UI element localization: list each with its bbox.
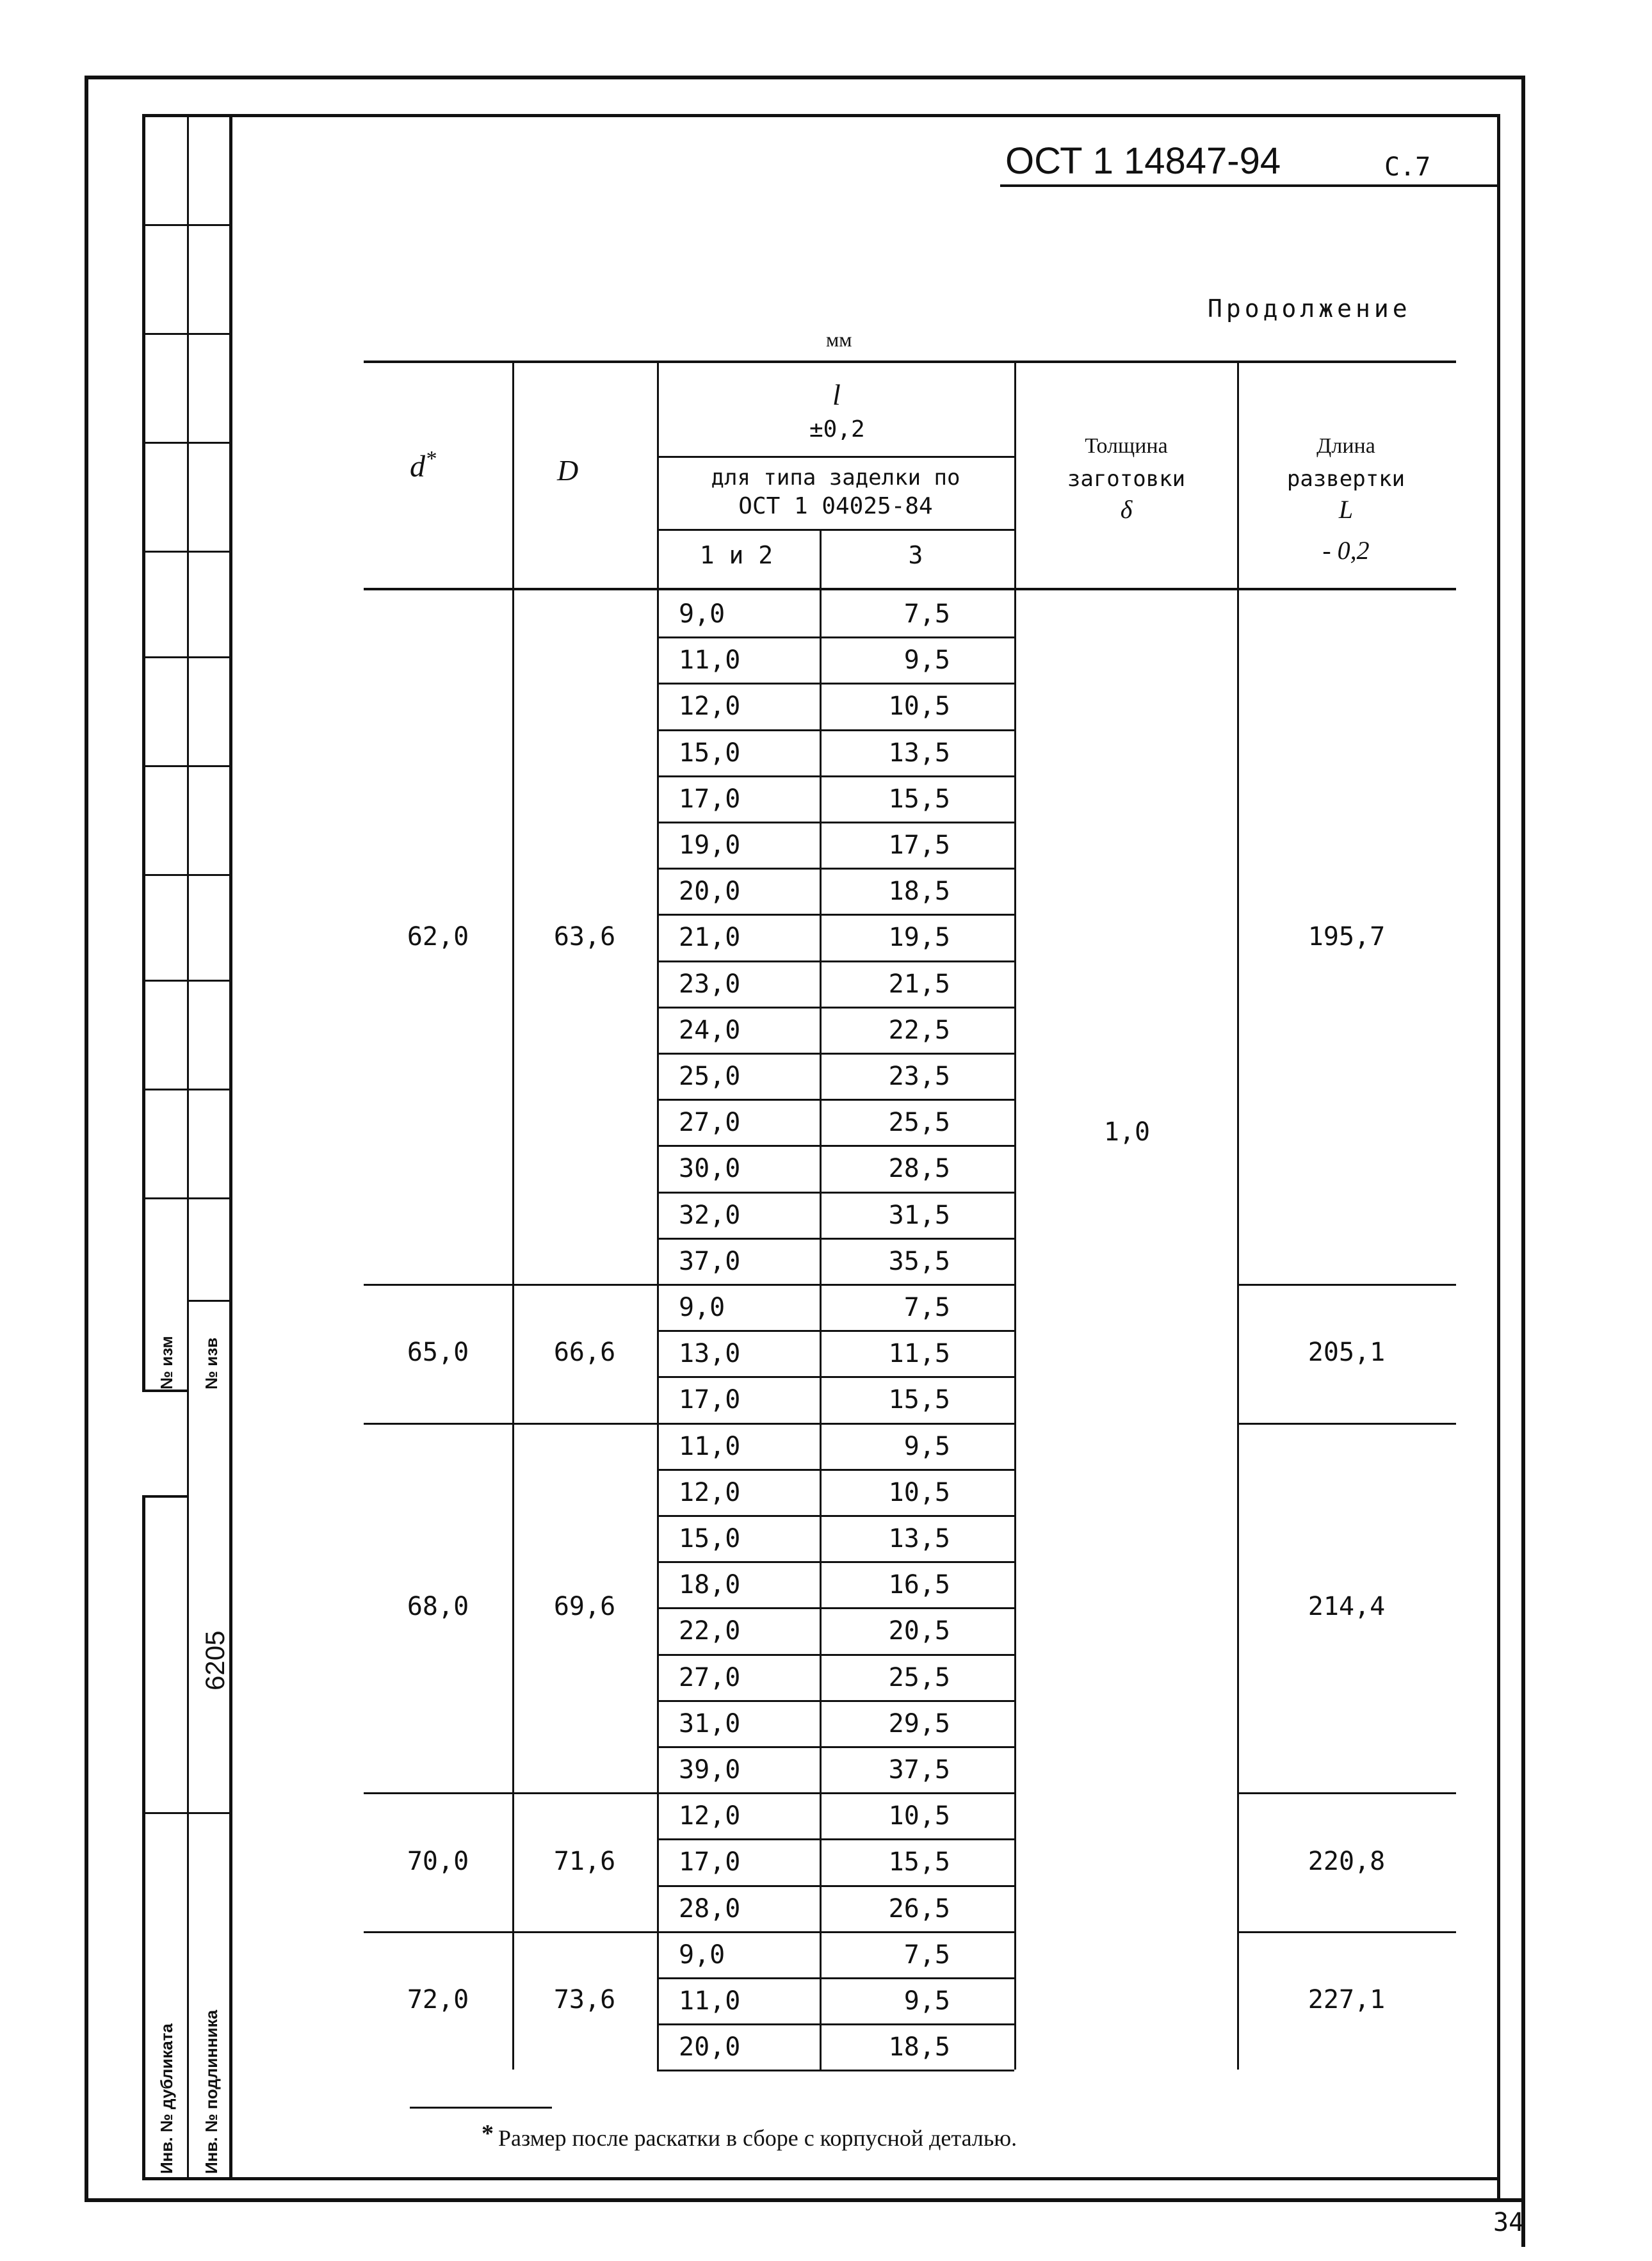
sidebar-cell — [187, 224, 231, 226]
cell-l-3: 20,5 — [888, 1616, 950, 1646]
cell-l-3: 17,5 — [888, 831, 950, 860]
cell-l-1-2: 25,0 — [679, 1062, 741, 1091]
row-rule — [657, 1607, 1014, 1609]
cell-L: 220,8 — [1308, 1846, 1386, 1876]
cell-l-3: 9,5 — [903, 645, 950, 676]
cell-l-3: 9,5 — [903, 1431, 950, 1461]
sidebar-cell — [187, 656, 231, 658]
cell-l-1-2: 21,0 — [679, 923, 741, 953]
row-rule — [657, 1469, 1014, 1471]
cell-l-1-2: 11,0 — [679, 1986, 741, 2016]
cell-l-1-2: 27,0 — [679, 1662, 741, 1692]
frame-top — [85, 76, 1525, 79]
header-col-separator — [1237, 361, 1239, 590]
cell-d: 65,0 — [407, 1338, 469, 1368]
row-rule — [657, 1561, 1014, 1563]
cell-l-1-2: 20,0 — [679, 2032, 741, 2062]
row-rule — [657, 2070, 1014, 2071]
frame-right — [1521, 76, 1525, 2247]
cell-l-1-2: 11,0 — [679, 645, 741, 676]
cell-l-1-2: 17,0 — [679, 784, 741, 814]
sidebar-cell — [142, 980, 187, 982]
sidebar-izm-label: № изм — [157, 1336, 176, 1390]
cell-l-1-2: 31,0 — [679, 1708, 741, 1738]
cell-l-3: 25,5 — [888, 1108, 950, 1138]
header-underline — [1000, 184, 1500, 187]
row-rule — [657, 1284, 1014, 1286]
cell-l-1-2: 9,0 — [679, 1940, 725, 1970]
sidebar-cell — [142, 656, 187, 658]
cell-l-1-2: 24,0 — [679, 1015, 741, 1045]
cell-l-1-2: 19,0 — [679, 831, 741, 860]
row-rule — [657, 683, 1014, 685]
cell-l-3: 21,5 — [888, 969, 950, 999]
header-subcol-separator — [820, 529, 822, 589]
l-header-rule — [657, 456, 1014, 458]
row-rule — [657, 1654, 1014, 1656]
cell-L: 214,4 — [1308, 1592, 1386, 1622]
cell-l-1-2: 17,0 — [679, 1385, 741, 1415]
thickness-value: 1,0 — [1103, 1117, 1151, 1147]
cell-l-1-2: 15,0 — [679, 738, 741, 768]
col-D-header: D — [557, 454, 579, 487]
group-rule-left — [364, 1284, 657, 1286]
cell-l-3: 15,5 — [888, 784, 950, 814]
row-rule — [657, 775, 1014, 777]
cell-L: 205,1 — [1308, 1338, 1386, 1368]
cell-D: 73,6 — [553, 1985, 616, 2015]
cell-l-1-2: 13,0 — [679, 1339, 741, 1369]
row-rule — [657, 1885, 1014, 1887]
cell-l-3: 37,5 — [888, 1755, 950, 1785]
sidebar-cell — [187, 333, 231, 335]
unit-label: мм — [826, 328, 852, 351]
cell-l-3: 19,5 — [888, 923, 950, 953]
cell-l-3: 7,5 — [903, 1293, 950, 1322]
frame-left — [85, 76, 88, 2202]
sidebar-cell — [187, 442, 231, 444]
cell-l-3: 18,5 — [888, 2032, 950, 2062]
page-number: 34 — [1493, 2208, 1525, 2237]
footnote-rule — [410, 2107, 552, 2109]
sidebar-cut-1 — [142, 1390, 187, 1392]
row-rule — [657, 1145, 1014, 1147]
cell-l-1-2: 32,0 — [679, 1200, 741, 1230]
sidebar-cell — [142, 1812, 187, 1814]
group-rule-left — [364, 1931, 657, 1933]
cell-l-1-2: 12,0 — [679, 692, 741, 722]
body-col-separator — [1014, 590, 1016, 2070]
group-rule-right — [1237, 1792, 1456, 1794]
inner-frame-right — [1497, 114, 1500, 2198]
row-rule — [657, 960, 1014, 962]
sidebar-cell — [187, 980, 231, 982]
row-rule — [657, 1792, 1014, 1794]
cell-l-3: 29,5 — [888, 1708, 950, 1738]
sidebar-cell — [187, 1089, 231, 1090]
cell-l-1-2: 30,0 — [679, 1154, 741, 1184]
cell-l-3: 15,5 — [888, 1847, 950, 1877]
cell-l-3: 35,5 — [888, 1246, 950, 1276]
cell-l-1-2: 17,0 — [679, 1847, 741, 1877]
sidebar-mid-line — [187, 114, 189, 2179]
col-l-sub2: 3 — [908, 541, 923, 569]
cell-l-1-2: 12,0 — [679, 1477, 741, 1507]
sidebar-cell — [142, 874, 187, 876]
col-length-2: развертки — [1286, 466, 1405, 492]
row-rule — [657, 2023, 1014, 2025]
row-rule — [657, 1977, 1014, 1979]
row-rule — [657, 1053, 1014, 1055]
col-thickness-2: заготовки — [1067, 466, 1186, 492]
col-length-tolerance: - 0,2 — [1322, 536, 1370, 565]
cell-l-3: 11,5 — [888, 1339, 950, 1369]
cell-l-3: 7,5 — [903, 599, 950, 629]
cell-l-1-2: 28,0 — [679, 1893, 741, 1924]
col-l-tolerance: ±0,2 — [809, 416, 865, 442]
table-top-rule — [364, 361, 1456, 363]
row-rule — [657, 1423, 1014, 1425]
col-d-symbol: d — [410, 450, 425, 483]
cell-l-3: 22,5 — [888, 1015, 950, 1045]
frame-bottom — [85, 2198, 1525, 2202]
cell-d: 70,0 — [407, 1846, 469, 1876]
sidebar-cell — [187, 765, 231, 767]
cell-D: 63,6 — [553, 921, 616, 952]
inner-frame-bottom — [142, 2177, 1500, 2180]
cell-l-3: 10,5 — [888, 1477, 950, 1507]
cell-l-1-2: 39,0 — [679, 1755, 741, 1785]
col-thickness-symbol: δ — [1120, 495, 1133, 524]
row-rule — [657, 1746, 1014, 1748]
sidebar-cell — [142, 765, 187, 767]
col-d-header — [410, 447, 436, 484]
sidebar-cell — [187, 551, 231, 553]
cell-d: 72,0 — [407, 1985, 469, 2015]
col-l-sub1: 1 и 2 — [699, 541, 773, 569]
cell-l-3: 15,5 — [888, 1385, 950, 1415]
sidebar-left-bottom — [142, 1495, 145, 2180]
group-rule-right — [1237, 1423, 1456, 1425]
continuation-label: Продолжение — [1208, 295, 1411, 323]
cell-l-1-2: 27,0 — [679, 1108, 741, 1138]
row-rule — [657, 1376, 1014, 1378]
col-d-star: * — [425, 447, 436, 471]
row-rule — [657, 1700, 1014, 1702]
sidebar-inv-orig-value: 6205 — [200, 1630, 230, 1690]
row-rule — [657, 1931, 1014, 1933]
sidebar-inv-orig-label: Инв. № подлинника — [202, 2009, 221, 2174]
sidebar-inv-dup-label: Инв. № дубликата — [157, 2023, 176, 2174]
cell-l-1-2: 23,0 — [679, 969, 741, 999]
col-thickness-1: Толщина — [1085, 434, 1168, 458]
cell-l-3: 16,5 — [888, 1570, 950, 1600]
cell-l-1-2: 9,0 — [679, 599, 725, 629]
cell-D: 66,6 — [553, 1338, 616, 1368]
cell-l-3: 18,5 — [888, 877, 950, 907]
cell-l-1-2: 15,0 — [679, 1524, 741, 1553]
row-rule — [657, 868, 1014, 870]
sidebar-right-line — [229, 114, 232, 2179]
row-rule — [657, 636, 1014, 638]
cell-D: 69,6 — [553, 1592, 616, 1622]
sidebar-cell — [142, 551, 187, 553]
row-rule — [657, 1330, 1014, 1332]
cell-l-1-2: 11,0 — [679, 1431, 741, 1461]
row-rule — [657, 914, 1014, 916]
header-col-separator — [657, 361, 659, 590]
row-rule — [657, 1515, 1014, 1517]
row-rule — [657, 822, 1014, 823]
doc-number: ОСТ 1 14847-94 — [1005, 140, 1281, 182]
cell-l-3: 10,5 — [888, 692, 950, 722]
row-rule — [657, 1238, 1014, 1240]
cell-l-3: 10,5 — [888, 1801, 950, 1831]
row-rule — [657, 1192, 1014, 1194]
cell-L: 227,1 — [1308, 1985, 1386, 2015]
cell-d: 62,0 — [407, 921, 469, 952]
sidebar-cell — [187, 1812, 231, 1814]
row-rule — [657, 1007, 1014, 1009]
sidebar-cell — [142, 1197, 187, 1199]
sidebar-izv-label: № изв — [202, 1337, 221, 1390]
row-rule — [657, 1838, 1014, 1840]
cell-D: 71,6 — [553, 1846, 616, 1876]
cell-d: 68,0 — [407, 1592, 469, 1622]
cell-l-3: 25,5 — [888, 1662, 950, 1692]
sidebar-cell — [187, 1197, 231, 1199]
sidebar-cell — [142, 333, 187, 335]
cell-l-3: 23,5 — [888, 1062, 950, 1091]
page-label: С.7 — [1384, 152, 1431, 182]
cell-l-1-2: 12,0 — [679, 1801, 741, 1831]
sidebar-cell — [187, 1300, 231, 1302]
cell-l-1-2: 22,0 — [679, 1616, 741, 1646]
group-rule-right — [1237, 1284, 1456, 1286]
cell-l-1-2: 37,0 — [679, 1246, 741, 1276]
sidebar-cell — [142, 442, 187, 444]
cell-l-1-2: 9,0 — [679, 1293, 725, 1322]
l-subheader-rule — [657, 529, 1014, 531]
cell-L: 195,7 — [1308, 921, 1386, 952]
col-length-symbol: L — [1338, 495, 1354, 524]
cell-l-3: 28,5 — [888, 1154, 950, 1184]
sidebar-cell — [142, 224, 187, 226]
sidebar-cell — [142, 1089, 187, 1090]
header-col-separator — [1014, 361, 1016, 590]
cell-l-3: 31,5 — [888, 1200, 950, 1230]
cell-l-3: 13,5 — [888, 738, 950, 768]
cell-l-3: 13,5 — [888, 1524, 950, 1553]
inner-frame-top — [142, 114, 1500, 117]
sidebar-left-top — [142, 114, 145, 1391]
cell-l-3: 26,5 — [888, 1893, 950, 1924]
footnote-star: * — [482, 2120, 494, 2147]
group-rule-right — [1237, 1931, 1456, 1933]
header-col-separator — [512, 361, 514, 590]
table-header-bottom-rule — [364, 588, 1456, 590]
sidebar-cell — [187, 874, 231, 876]
cell-l-1-2: 18,0 — [679, 1570, 741, 1600]
row-rule — [657, 729, 1014, 731]
cell-l-1-2: 20,0 — [679, 877, 741, 907]
col-l-subtitle-1: для типа заделки по — [711, 465, 960, 490]
col-l-subtitle-2: ОСТ 1 04025-84 — [738, 493, 933, 519]
sidebar-cut-2 — [142, 1495, 187, 1498]
footnote-text: Размер после раскатки в сборе с корпусной деталью. — [498, 2125, 1017, 2151]
cell-l-3: 9,5 — [903, 1986, 950, 2016]
col-length-1: Длина — [1316, 434, 1375, 458]
group-rule-left — [364, 1423, 657, 1425]
cell-l-3: 7,5 — [903, 1940, 950, 1970]
group-rule-left — [364, 1792, 657, 1794]
col-l-symbol: l — [832, 378, 841, 411]
row-rule — [657, 1099, 1014, 1101]
